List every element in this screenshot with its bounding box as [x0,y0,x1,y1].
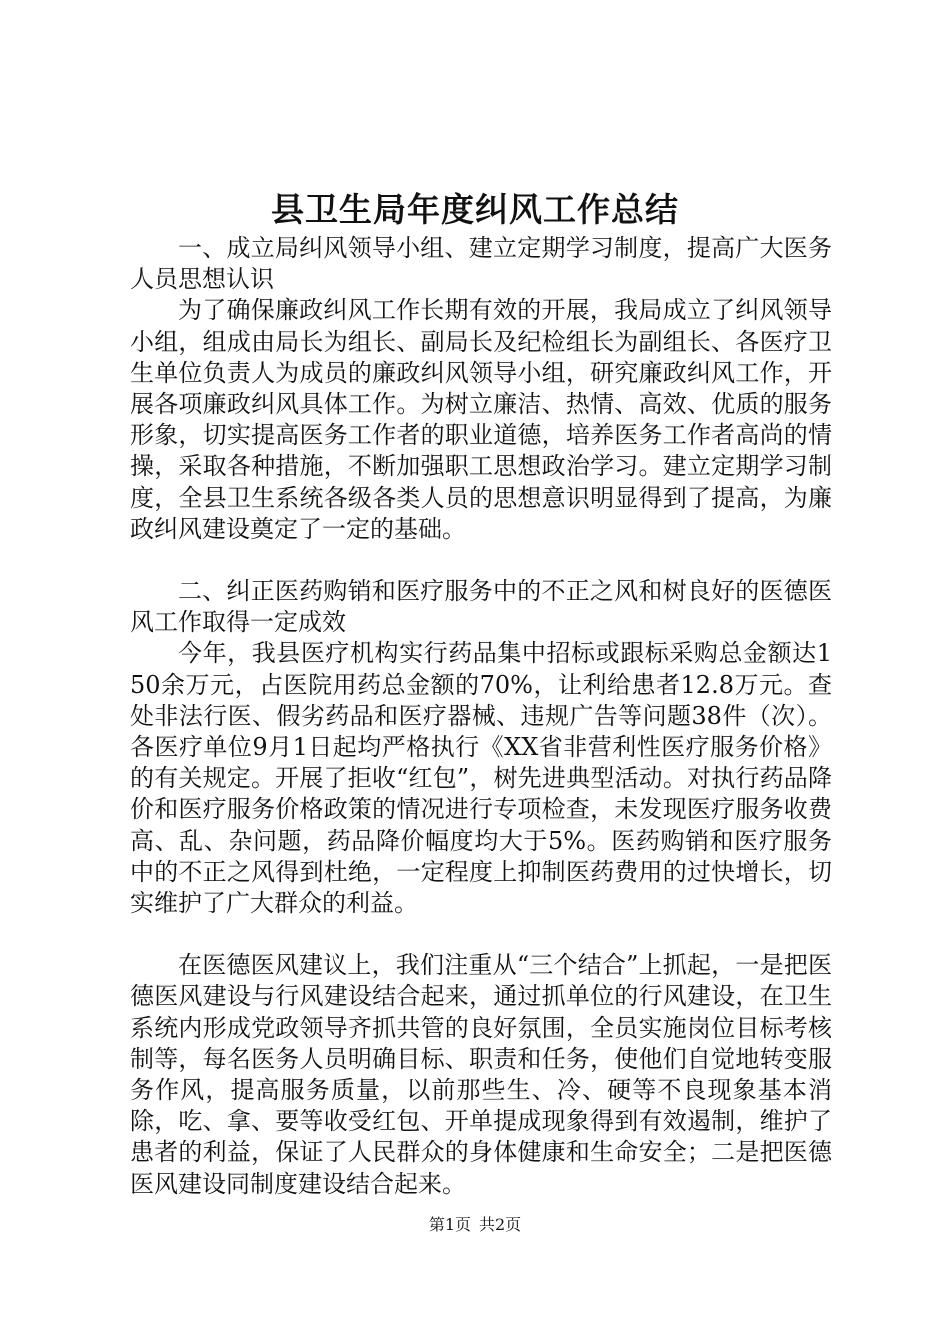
section-2-body: 今年，我县医疗机构实行药品集中招标或跟标采购总金额达150余万元，占医院用药总金额的70%，让利给患者12.8万元。查处非法行医、假劣药品和医疗器械、违规广告等问题38件（次）。各医疗单位9月1日起均严格执行《XX省非营利性医疗服务价格》的有关规定。开展了拒收“红包”，树先进典型活动。对执行药品降价和医疗服务价格政策的情况进行专项检查，未发现医疗服务收费高、乱、杂问题，药品降价幅度均大于5%。医药购销和医疗服务中的不正之风得到杜绝，一定程度上抑制医药费用的过快增长，切实维护了广大群众的利益。 [130,639,832,918]
paragraph-gap [130,545,832,576]
page-number: 第1页 [428,1215,471,1234]
section-1-body: 为了确保廉政纠风工作长期有效的开展，我局成立了纠风领导小组，组成由局长为组长、副局长及纪检组长为副组长、各医疗卫生单位负责人为成员的廉政纠风领导小组，研究廉政纠风工作，开展各项廉政纠风具体工作。为树立廉洁、热情、高效、优质的服务形象，切实提高医务工作者的职业道德，培养医务工作者高尚的情操，采取各种措施，不断加强职工思想政治学习。建立定期学习制度，全县卫生系统各级各类人员的思想意识明显得到了提高，为廉政纠风建设奠定了一定的基础。 [130,296,832,543]
paragraph-gap [130,919,832,950]
document-title: 县卫生局年度纠风工作总结 [271,190,679,229]
page-footer [0,1213,950,1237]
document-body [130,233,832,1200]
page-total: 共2页 [479,1215,522,1234]
section-1-heading: 一、成立局纠风领导小组、建立定期学习制度，提高广大医务人员思想认识 [130,234,832,294]
closing-paragraph: 在医德医风建议上，我们注重从“三个结合”上抓起，一是把医德医风建设与行风建设结合起来，通过抓单位的行风建设，在卫生系统内形成党政领导齐抓共管的良好氛围，全员实施岗位目标考核制等，每名医务人员明确目标、职责和任务，使他们自觉地转变服务作风，提高服务质量，以前那些生、冷、硬等不良现象基本消除，吃、拿、要等收受红包、开单提成现象得到有效遏制，维护了患者的利益，保证了人民群众的身体健康和生命安全；二是把医德医风建设同制度建设结合起来。 [130,951,832,1198]
section-2-heading: 二、纠正医药购销和医疗服务中的不正之风和树良好的医德医风工作取得一定成效 [130,577,832,637]
